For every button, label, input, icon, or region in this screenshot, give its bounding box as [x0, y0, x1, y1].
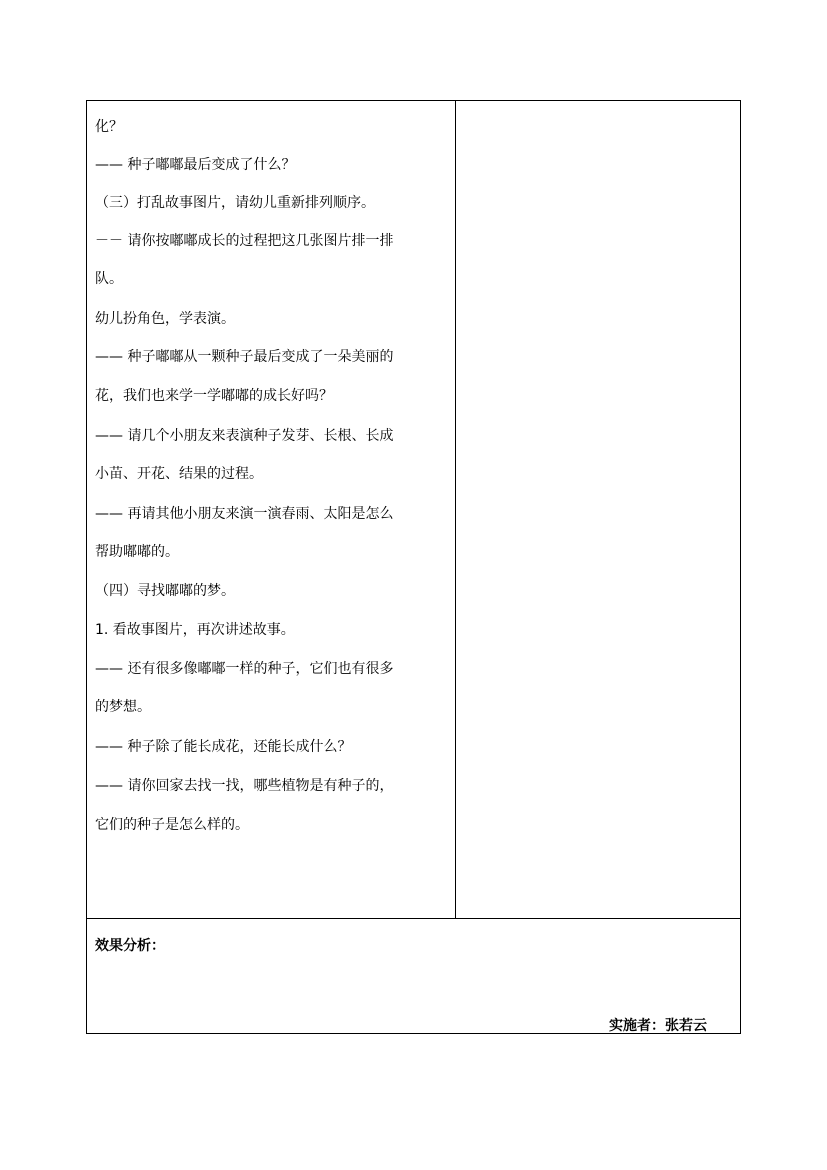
lesson-line: 的梦想。: [95, 699, 151, 715]
lesson-line: －－ 请你按嘟嘟成长的过程把这几张图片排一排: [95, 233, 394, 249]
implementer-signature: 实施者：张若云: [609, 1018, 707, 1034]
lesson-line: 1. 看故事图片，再次讲述故事。: [95, 622, 295, 638]
lesson-line: 幼儿扮角色，学表演。: [95, 311, 235, 327]
lesson-line: —— 种子嘟嘟最后变成了什么？: [95, 157, 296, 173]
notes-cell: [456, 101, 740, 918]
lesson-table: [86, 100, 741, 1034]
lesson-line: （四）寻找嘟嘟的梦。: [95, 583, 235, 599]
effect-analysis-label: 效果分析：: [95, 938, 165, 954]
lesson-line: 小苗、开花、结果的过程。: [95, 466, 263, 482]
lesson-line: —— 再请其他小朋友来演一演春雨、太阳是怎么: [95, 506, 394, 522]
lesson-content-cell: [87, 101, 456, 918]
lesson-line: （三）打乱故事图片，请幼儿重新排列顺序。: [95, 195, 375, 211]
lesson-line: 它们的种子是怎么样的。: [95, 817, 249, 833]
lesson-line: —— 请你回家去找一找，哪些植物是有种子的，: [95, 778, 394, 794]
lesson-line: —— 种子除了能长成花，还能长成什么？: [95, 739, 352, 755]
lesson-line: 化？: [95, 119, 123, 135]
lesson-line: 队。: [95, 271, 123, 287]
effect-analysis-cell: [87, 918, 740, 1033]
lesson-line: —— 种子嘟嘟从一颗种子最后变成了一朵美丽的: [95, 349, 394, 365]
lesson-line: 帮助嘟嘟的。: [95, 544, 179, 560]
lesson-line: 花，我们也来学一学嘟嘟的成长好吗？: [95, 388, 333, 404]
lesson-line: —— 请几个小朋友来表演种子发芽、长根、长成: [95, 428, 394, 444]
lesson-line: —— 还有很多像嘟嘟一样的种子，它们也有很多: [95, 661, 394, 677]
